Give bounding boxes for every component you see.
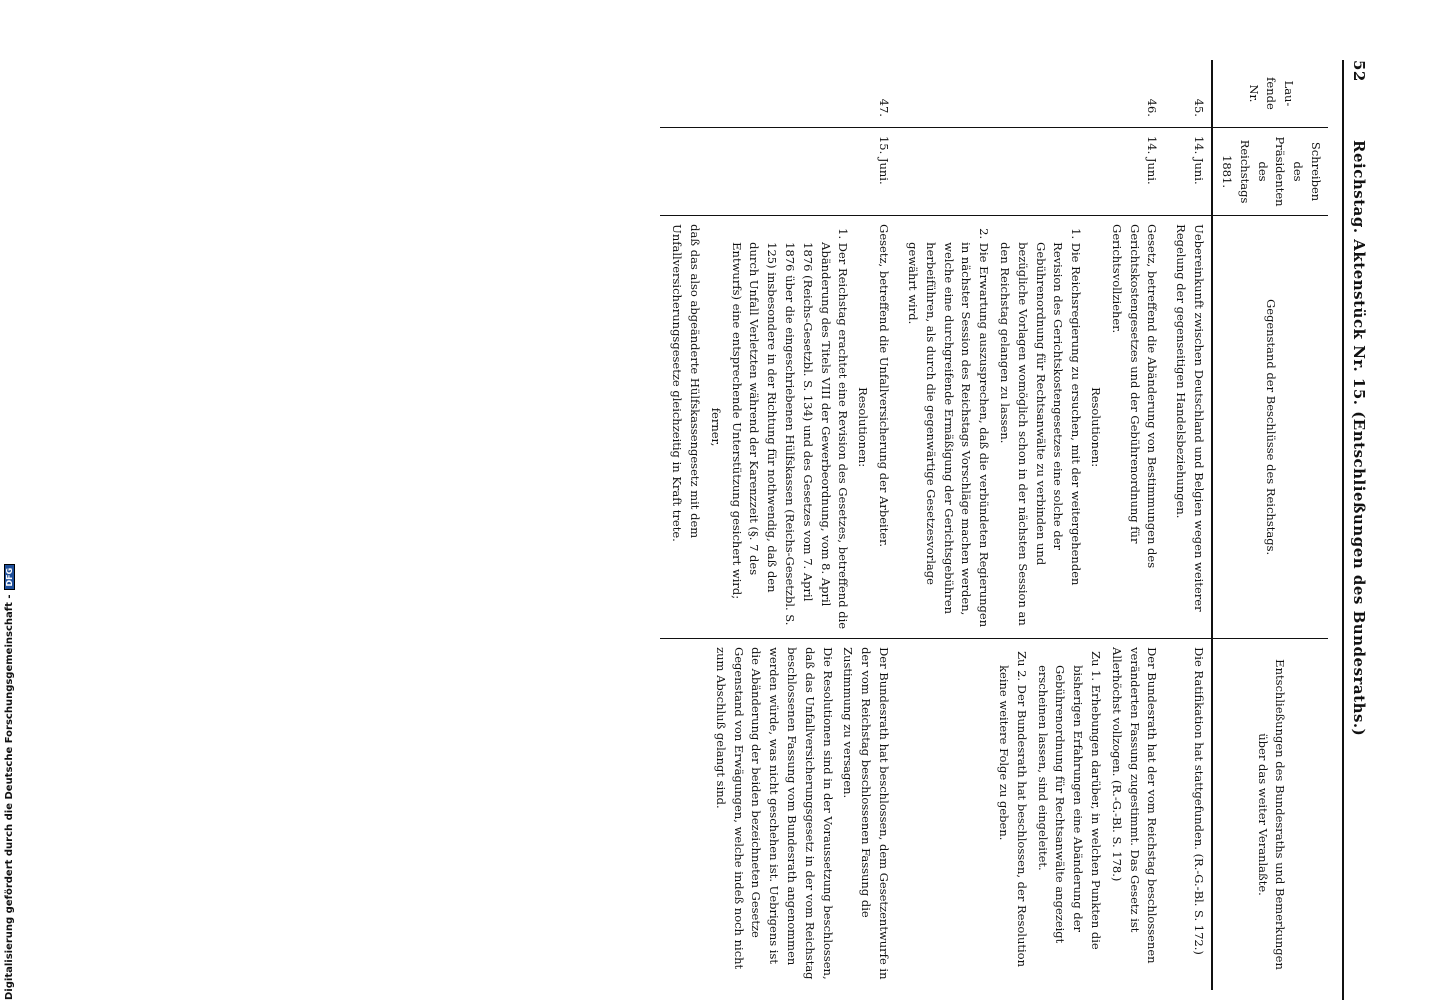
table-row <box>1165 60 1213 990</box>
row-nr: 46. <box>896 60 1164 127</box>
table-header <box>1212 60 1328 990</box>
row-date: 14. Juni. <box>896 127 1164 215</box>
page-number: 52 <box>1350 60 1368 82</box>
header-subject: Gegenstand der Beschlüsse des Reichstags. <box>1212 216 1328 639</box>
running-head <box>1346 60 1372 1000</box>
credit-text: Digitalisierung gefördert durch die Deutsche Forschungsgemeinschaft - <box>3 594 15 1000</box>
decision-resolutions: Die Resolutionen sind in der Voraussetzung beschlossen, daß das Unfallversicherungsgesetz in der vom Reichstag beschlossenen Fassung vom Bundesrath angenommen werden würde, was nicht geschehen ist. Uebrigens ist die Abänderung der beiden bezeichneten Gesetze Gegenstand von Erwägungen, welche indeß noch nicht zum Abschluß gelangt sind. <box>713 647 835 980</box>
row-nr: 45. <box>1165 60 1213 127</box>
row-nr: 47. <box>660 60 896 127</box>
row-subject <box>896 216 1164 639</box>
row-decision <box>1165 639 1213 990</box>
row-date: 14. Juni. <box>1165 127 1213 215</box>
decision-text: Der Bundesrath hat beschlossen, dem Gesetzentwurfe in der vom Reichstag beschlossenen Fassung die Zustimmung zu versagen. <box>841 647 892 980</box>
subject-text: Gesetz, betreffend die Unfallversicherung der Arbeiter. <box>877 224 892 548</box>
subject-text: Gesetz, betreffend die Abänderung von Bestimmungen des Gerichtskostengesetzes und der Gebührenordnung für Gerichtsvollzieher. <box>1109 224 1160 569</box>
dfg-logo-icon: DFG <box>4 564 15 591</box>
row-subject <box>1165 216 1213 639</box>
resolution-1: 1. Der Reichstag erachtet eine Revision des Gesetzes, betreffend die Abänderung des Titels VIII der Gewerbeordnung, vom 8. April 1876 (Reichs-Gesetzbl. S. 134) und des Gesetzes vom 7. April 1876 über die eingeschriebenen Hülfskassen (Reichs-Gesetzbl. S. 125) insbesondere in der Richtung für nothwendig, daß den durch Unfall Verletzten während der Karenzzeit (§. 7 des Entwurfs) eine entsprechende Unterstützung gesichert wird; <box>729 228 851 630</box>
resolutions-title: Resolutionen: <box>1089 387 1104 468</box>
resolutions-table <box>660 60 1328 990</box>
table-row <box>660 60 896 990</box>
resolution-continuation: daß das also abgeänderte Hülfskassengesetz mit dem Unfallversicherungsgesetze gleichzeitig in Kraft trete. <box>670 224 702 542</box>
header-decision: Entschließungen des Bundesraths und Bemerkungen über das weiter Veranlaßte. <box>1212 639 1328 990</box>
digitization-credit <box>1 567 17 1000</box>
header-nr: Lau- fende Nr. <box>1212 60 1328 127</box>
resolution-2: 2. Die Erwartung auszusprechen, daß die verbündeten Regierungen in nächster Session des Reichstags Vorschläge machen werden, welche eine durchgreifende Ermäßigung der Gerichtsgebühren herbeiführen, als durch die gegenwärtige Gesetzesvorlage gewährt wird. <box>905 228 992 628</box>
resolutions-title: Resolutionen: <box>856 387 871 468</box>
running-head-title: Reichstag. Aktenstück Nr. 15. (Entschließungen des Bundesraths.) <box>1350 140 1368 737</box>
resolution-1: 1. Die Reichsregierung zu ersuchen, mit der weitergehenden Revision des Gerichtskostengesetzes eine solche der Gebührenordnung für Rechtsanwälte zu verbinden und bezügliche Vorlagen womöglich schon in der nächsten Session an den Reichstag gelangen zu lassen. <box>998 228 1084 626</box>
decision-text: Die Ratifikation hat stattgefunden. (R.-G.-Bl. S. 172.) <box>1192 647 1207 955</box>
row-date: 15. Juni. <box>660 127 896 215</box>
decision-text: Der Bundesrath hat der vom Reichstag beschlossenen veränderten Fassung zugestimmt. Das Gesetz ist Allerhöchst vollzogen. (R.-G.-Bl. S. 178.) <box>1109 647 1160 964</box>
subject-text: Uebereinkunft zwischen Deutschland und Belgien wegen weiterer Regelung der gegenseitigen Handelsbeziehungen. <box>1174 224 1207 612</box>
row-subject <box>660 216 896 639</box>
table-row <box>896 60 1164 990</box>
header-date: Schreiben des Präsidenten des Reichstags 1881. <box>1212 127 1328 215</box>
header-rule <box>1342 60 1344 1000</box>
row-decision <box>896 639 1164 990</box>
decision-1: Zu 1. Erhebungen darüber, in welchen Punkten die bisherigen Erfahrungen eine Abänderung der Gebührenordnung für Rechtsanwälte angezeigt erscheinen lassen, sind eingeleitet. <box>1035 651 1104 950</box>
row-decision <box>660 639 896 990</box>
decision-2: Zu 2. Der Bundesrath hat beschlossen, der Resolution keine weitere Folge zu geben. <box>997 651 1029 967</box>
rotated-document-page <box>272 60 1372 1000</box>
resolution-ferner: ferner, <box>708 407 723 447</box>
